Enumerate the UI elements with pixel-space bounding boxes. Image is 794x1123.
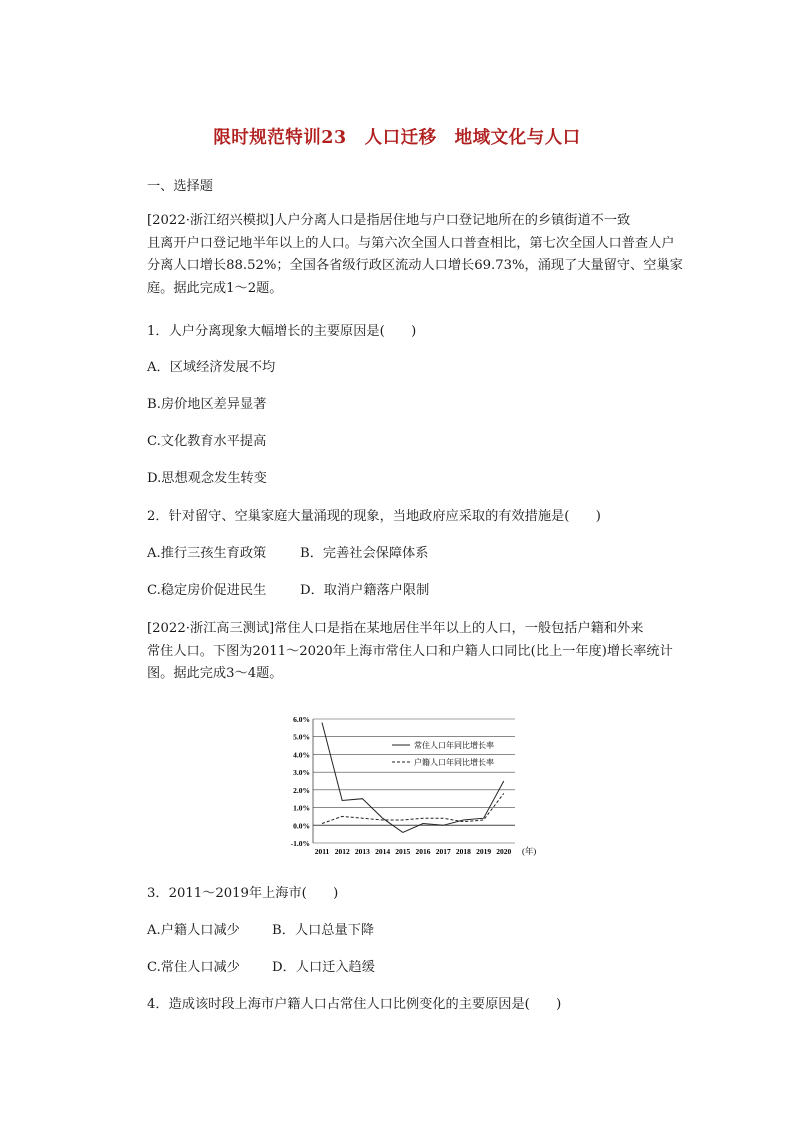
y-tick-label: 0.0% xyxy=(293,821,310,831)
q2-option-a[interactable]: A.推行三孩生育政策 xyxy=(147,546,267,561)
x-tick-label: 2011 xyxy=(314,847,330,856)
x-tick-label: 2012 xyxy=(334,847,350,856)
question-3-stem: 3．2011～2019年上海市( ) xyxy=(147,886,339,901)
question-2-stem: 2．针对留守、空巢家庭大量涌现的现象，当地政府应采取的有效措施是( ) xyxy=(147,509,601,524)
q2-option-b[interactable]: B．完善社会保障体系 xyxy=(300,546,429,561)
chart-series xyxy=(322,723,504,833)
material-2-line: 图。据此完成3～4题。 xyxy=(147,666,283,682)
q3-option-a[interactable]: A.户籍人口减少 xyxy=(147,923,240,938)
page-title: 限时规范特训23 人口迁移 地域文化与人口 xyxy=(213,128,581,148)
x-axis-label: (年) xyxy=(522,846,537,856)
x-tick-label: 2013 xyxy=(354,847,370,856)
material-1-line: 且离开户口登记地半年以上的人口。与第六次全国人口普查相比，第七次全国人口普查人户 xyxy=(147,235,675,251)
q1-option-a[interactable]: A．区域经济发展不均 xyxy=(147,360,276,375)
x-tick-label: 2018 xyxy=(455,847,471,856)
y-tick-label: 2.0% xyxy=(293,785,310,795)
material-1-line: [2022·浙江绍兴模拟]人户分离人口是指居住地与户口登记地所在的乡镇街道不一致 xyxy=(147,213,631,228)
y-axis-ticks xyxy=(291,715,310,848)
material-2-line: [2022·浙江高三测试]常住人口是指在某地居住半年以上的人口，一般包括户籍和外来 xyxy=(147,621,644,636)
material-1-line: 庭。据此完成1～2题。 xyxy=(147,281,283,297)
population-growth-chart xyxy=(0,710,794,860)
material-1-line: 分离人口增长88.52%；全国各省级行政区流动人口增长69.73%，涌现了大量留守、空巢家 xyxy=(147,258,683,274)
y-tick-label: 6.0% xyxy=(293,715,310,724)
question-1-stem: 1．人户分离现象大幅增长的主要原因是( ) xyxy=(147,324,417,339)
x-axis-ticks xyxy=(315,847,512,856)
x-tick-label: 2019 xyxy=(476,847,492,856)
y-tick-label: 3.0% xyxy=(293,768,310,778)
chart-legend xyxy=(392,740,494,767)
material-2-line: 常住人口。下图为2011～2020年上海市常住人口和户籍人口同比(比上一年度)增长率统计 xyxy=(147,643,673,659)
legend-label-resident: 常住人口年同比增长率 xyxy=(414,741,494,750)
x-tick-label: 2014 xyxy=(375,847,391,856)
x-tick-label: 2015 xyxy=(395,847,411,856)
y-tick-label: -1.0% xyxy=(290,839,310,848)
x-tick-label: 2020 xyxy=(496,847,512,856)
material-1 xyxy=(147,210,683,301)
material-2 xyxy=(147,618,673,686)
chart-grid xyxy=(313,719,515,843)
q1-option-b[interactable]: B.房价地区差异显著 xyxy=(147,397,267,412)
y-tick-label: 1.0% xyxy=(293,803,310,813)
q3-option-b[interactable]: B．人口总量下降 xyxy=(272,923,375,938)
y-tick-label: 4.0% xyxy=(293,750,310,760)
legend-label-registered: 户籍人口年同比增长率 xyxy=(414,758,494,767)
x-tick-label: 2017 xyxy=(435,847,451,856)
q3-option-c[interactable]: C.常住人口减少 xyxy=(147,960,240,975)
q2-option-d[interactable]: D．取消户籍落户限制 xyxy=(300,583,430,598)
q1-option-d[interactable]: D.思想观念发生转变 xyxy=(147,471,267,486)
q1-option-c[interactable]: C.文化教育水平提高 xyxy=(147,434,267,449)
section-heading: 一、选择题 xyxy=(147,179,213,194)
q3-option-d[interactable]: D．人口迁入趋缓 xyxy=(272,960,375,975)
y-tick-label: 5.0% xyxy=(293,732,310,742)
question-4-stem: 4．造成该时段上海市户籍人口占常住人口比例变化的主要原因是( ) xyxy=(147,997,562,1012)
series-line-resident xyxy=(322,723,504,833)
q2-option-c[interactable]: C.稳定房价促进民生 xyxy=(147,583,267,598)
x-tick-label: 2016 xyxy=(415,847,431,856)
